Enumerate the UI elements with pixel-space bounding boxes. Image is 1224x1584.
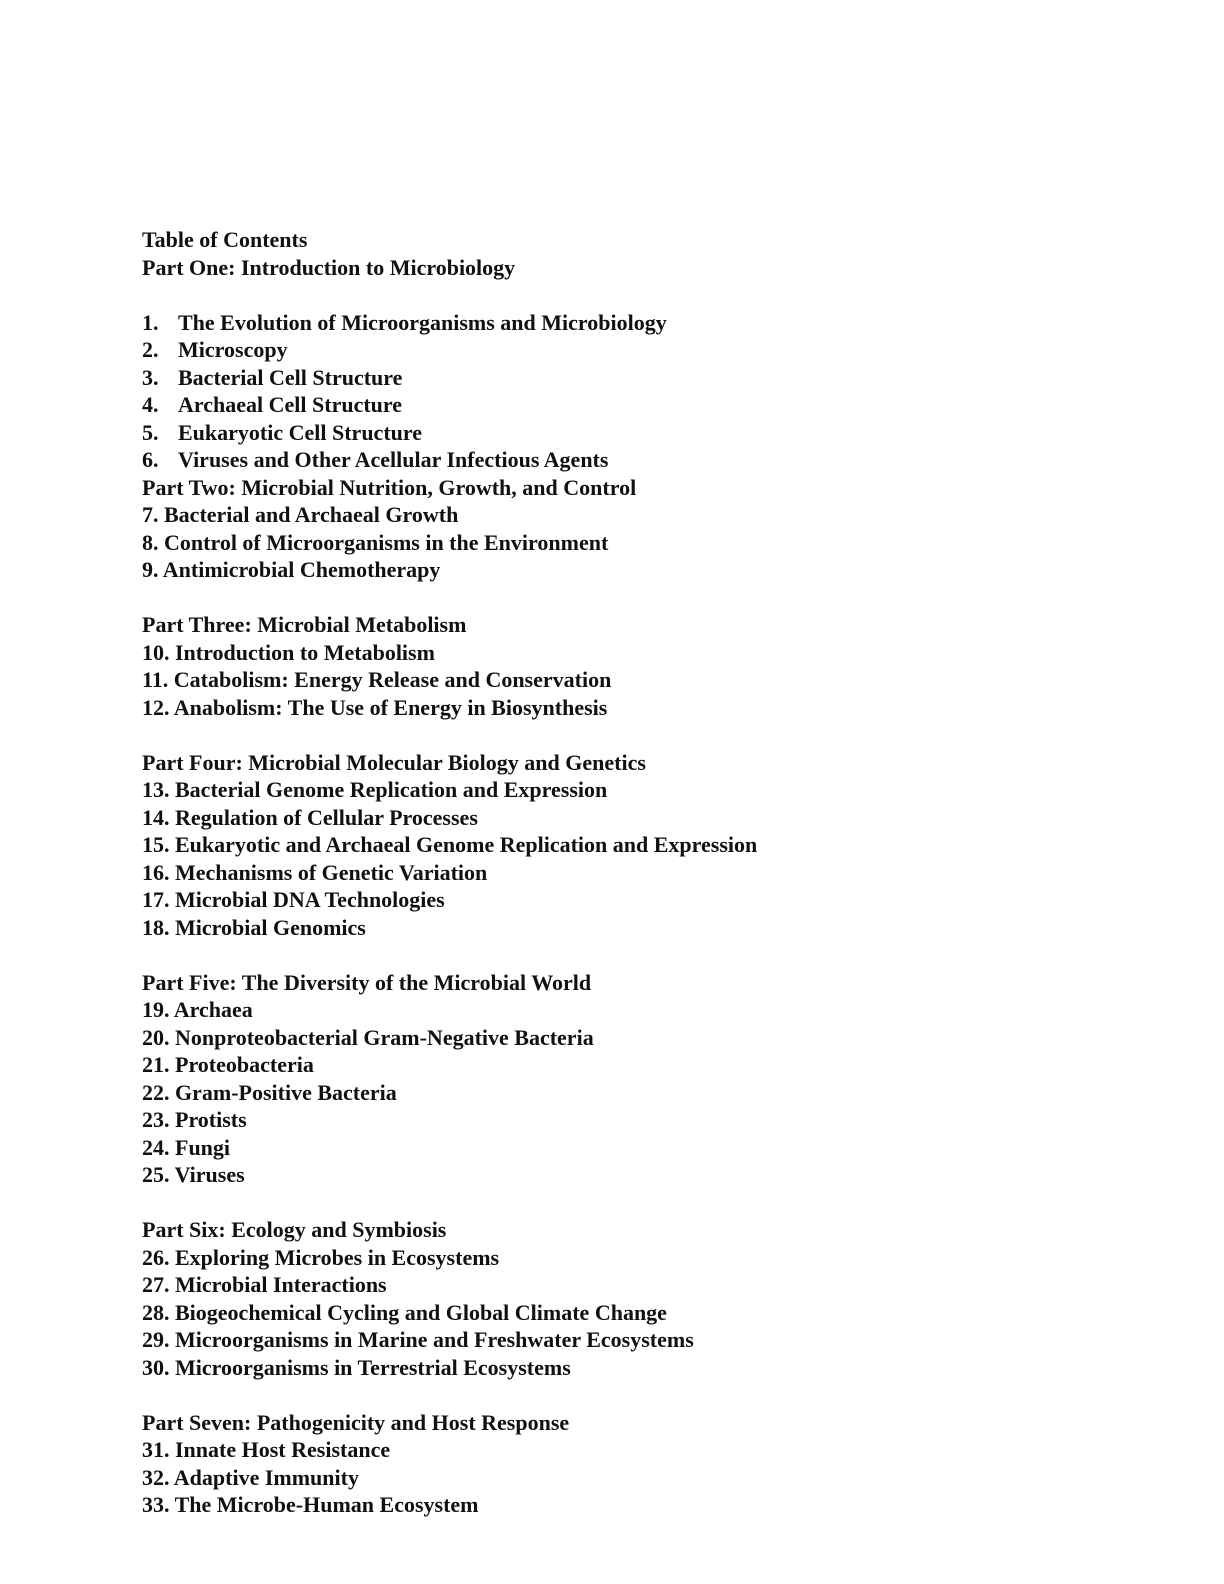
chapter-entry: 32. Adaptive Immunity [142, 1464, 359, 1490]
chapter-entry: 27. Microbial Interactions [142, 1272, 387, 1297]
chapter-entry: 31. Innate Host Resistance [142, 1437, 391, 1462]
spacer [142, 1189, 1142, 1217]
chapter-title: Microscopy [178, 337, 288, 362]
chapter-entry: 12. Anabolism: The Use of Energy in Biosynthesis [142, 694, 608, 720]
chapter-entry [142, 391, 1142, 419]
part-heading: Part Seven: Pathogenicity and Host Response [142, 1409, 570, 1435]
part-heading: Part One: Introduction to Microbiology [142, 254, 516, 280]
chapter-title: Eukaryotic Cell Structure [178, 419, 423, 445]
chapter-entry: 20. Nonproteobacterial Gram-Negative Bacteria [142, 1024, 594, 1050]
toc-title: Table of Contents [142, 227, 308, 252]
chapter-entry: 33. The Microbe-Human Ecosystem [142, 1492, 479, 1517]
chapter-entry: 28. Biogeochemical Cycling and Global Climate Change [142, 1299, 667, 1325]
chapter-number: 2. [142, 337, 159, 362]
chapter-number: 4. [142, 392, 159, 417]
part-heading: Part Six: Ecology and Symbiosis [142, 1217, 447, 1242]
chapter-entry: 18. Microbial Genomics [142, 914, 366, 940]
chapter-entry: 11. Catabolism: Energy Release and Conservation [142, 667, 612, 692]
chapter-entry: 17. Microbial DNA Technologies [142, 887, 445, 912]
chapter-entry: 15. Eukaryotic and Archaeal Genome Replication and Expression [142, 832, 758, 857]
chapter-title: The Evolution of Microorganisms and Microbiology [178, 309, 667, 335]
chapter-number: 3. [142, 364, 159, 390]
chapter-title: Bacterial Cell Structure [178, 364, 403, 390]
chapter-entry: 8. Control of Microorganisms in the Environment [142, 529, 609, 555]
chapter-entry: 30. Microorganisms in Terrestrial Ecosystems [142, 1354, 571, 1380]
chapter-number: 1. [142, 309, 159, 335]
chapter-entry [142, 364, 1142, 392]
spacer [142, 941, 1142, 969]
chapter-entry [142, 309, 1142, 337]
chapter-title: Archaeal Cell Structure [178, 392, 403, 417]
spacer [142, 281, 1142, 309]
chapter-entry: 26. Exploring Microbes in Ecosystems [142, 1244, 500, 1270]
chapter-entry: 29. Microorganisms in Marine and Freshwater Ecosystems [142, 1327, 694, 1352]
part-heading: Part Four: Microbial Molecular Biology and Genetics [142, 749, 646, 775]
chapter-entry: 7. Bacterial and Archaeal Growth [142, 502, 459, 527]
spacer [142, 721, 1142, 749]
chapter-entry: 21. Proteobacteria [142, 1052, 314, 1077]
chapter-entry: 22. Gram-Positive Bacteria [142, 1079, 397, 1105]
spacer [142, 584, 1142, 612]
part-heading: Part Five: The Diversity of the Microbial World [142, 969, 592, 995]
chapter-entry [142, 336, 1142, 364]
chapter-entry: 19. Archaea [142, 997, 253, 1022]
part-heading: Part Two: Microbial Nutrition, Growth, and Control [142, 474, 637, 500]
chapter-entry: 14. Regulation of Cellular Processes [142, 804, 478, 830]
chapter-entry: 24. Fungi [142, 1134, 231, 1160]
table-of-contents [142, 226, 1142, 1519]
chapter-number: 6. [142, 447, 159, 472]
part-heading: Part Three: Microbial Metabolism [142, 612, 467, 637]
chapter-entry: 13. Bacterial Genome Replication and Expression [142, 777, 608, 802]
chapter-entry: 10. Introduction to Metabolism [142, 639, 435, 665]
chapter-entry: 16. Mechanisms of Genetic Variation [142, 859, 488, 885]
chapter-entry: 23. Protists [142, 1107, 247, 1132]
chapter-title: Viruses and Other Acellular Infectious Agents [178, 447, 609, 472]
chapter-number: 5. [142, 419, 159, 445]
chapter-entry [142, 419, 1142, 447]
chapter-entry: 9. Antimicrobial Chemotherapy [142, 557, 441, 582]
chapter-entry: 25. Viruses [142, 1162, 245, 1187]
spacer [142, 1381, 1142, 1409]
chapter-entry [142, 446, 1142, 474]
